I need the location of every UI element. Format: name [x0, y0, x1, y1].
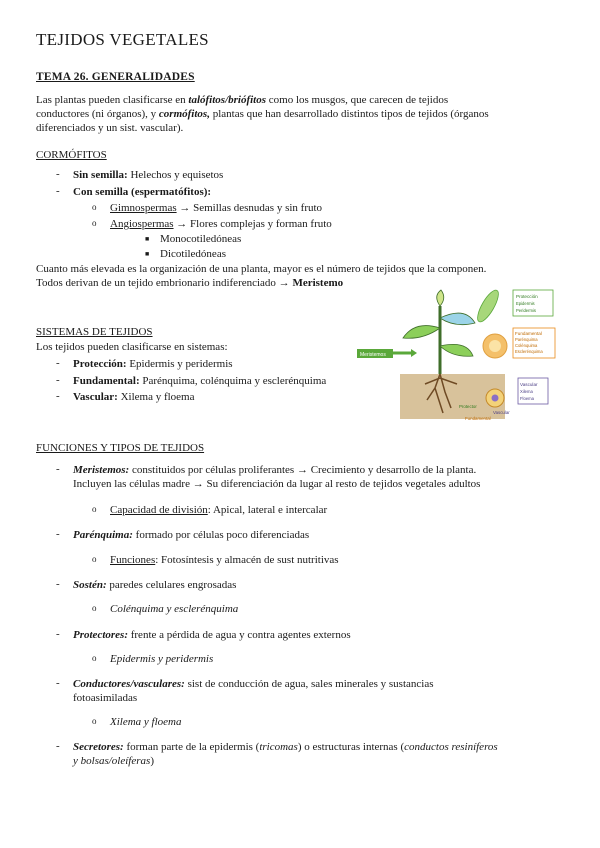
fundamental-tag: Fundamental [465, 416, 491, 421]
vascular-tag: Vascular [493, 410, 510, 415]
list-item: Secretores: forman parte de la epidermis (tricomas) o estructuras internas (conductos resiníferos y bolsas/oleíferas) [73, 741, 498, 767]
leaf [440, 344, 473, 356]
bullet-dash: - [56, 528, 60, 540]
plant-tissue-diagram [355, 288, 580, 425]
bullet-dash: - [56, 740, 60, 752]
parenquima-label: Parénquima [515, 337, 538, 342]
sistemas-intro: Los tejidos pueden clasificarse en sistemas: [36, 341, 228, 353]
xilema-label: Xilema [520, 389, 533, 394]
floema-label: Floema [520, 396, 534, 401]
bullet-circle: o [92, 504, 97, 514]
bullet-circle: o [92, 218, 97, 228]
leaf [440, 313, 475, 325]
list-item: Sostén: paredes celulares engrosadas [73, 579, 237, 591]
list-item: Fundamental: Parénquima, colénquima y esclerénquima [73, 375, 327, 387]
list-item: Gimnospermas → Semillas desnudas y sin fruto [110, 202, 323, 214]
leaf [403, 326, 440, 339]
bullet-dash: - [56, 578, 60, 590]
list-item: Vascular: Xilema y floema [73, 391, 195, 403]
bullet-square: ■ [145, 250, 150, 258]
apical-bud [437, 290, 444, 306]
list-item: Parénquima: formado por células poco diferenciadas [73, 529, 310, 541]
bullet-circle: o [92, 653, 97, 663]
list-item: Monocotiledóneas [160, 233, 242, 245]
section-heading: TEMA 26. GENERALIDADES [36, 71, 195, 83]
root-core [492, 395, 499, 402]
bullet-dash: - [56, 463, 60, 475]
bullet-circle: o [92, 554, 97, 564]
list-item: Epidermis y peridermis [110, 653, 214, 665]
arrow-head [411, 349, 417, 357]
list-item: Meristemos: constituidos por células proliferantes → Crecimiento y desarrollo de la planta. Incluyen las células madre → Su diferenciación da lugar al resto de tejidos vegetales adultos [73, 464, 481, 490]
fundamental-label: Fundamental [515, 331, 542, 336]
summary-paragraph: Cuanto más elevada es la organización de una planta, mayor es el número de tejidos que la componen. Todos derivan de un tejido embrionario indiferenciado → Meristemo [36, 263, 487, 289]
list-item: Funciones: Fotosíntesis y almacén de sust nutritivas [110, 554, 339, 566]
bullet-square: ■ [145, 235, 150, 243]
sistemas-heading: SISTEMAS DE TEJIDOS [36, 326, 153, 338]
esclerenquima-label: Esclerénquima [515, 349, 543, 354]
colenquima-label: Colénquima [515, 343, 538, 348]
protector-tag: Protector [459, 404, 477, 409]
bullet-circle: o [92, 716, 97, 726]
bullet-dash: - [56, 374, 60, 386]
intro-paragraph: Las plantas pueden clasificarse en talófitos/briófitos como los musgos, que carecen de tejidos conductores (ni órganos), y cormófitos, plantas que han desarrollado distintos tipos de tejidos (órganos diferenciados y un sist. vascular). [36, 94, 489, 134]
list-item: Colénquima y esclerénquima [110, 603, 239, 615]
stem-pith [489, 340, 501, 352]
protection-label: Protección [516, 294, 538, 299]
list-item: Angiospermas → Flores complejas y forman fruto [110, 218, 332, 230]
bullet-dash: - [56, 677, 60, 689]
list-item: Sin semilla: Helechos y equisetos [73, 169, 224, 181]
list-item: Con semilla (espermatófitos): [73, 186, 212, 198]
bullet-dash: - [56, 390, 60, 402]
bullet-dash: - [56, 168, 60, 180]
funciones-heading: FUNCIONES Y TIPOS DE TEJIDOS [36, 442, 205, 454]
list-item: Dicotiledóneas [160, 248, 226, 260]
bullet-circle: o [92, 603, 97, 613]
bullet-dash: - [56, 357, 60, 369]
cormofitos-heading: CORMÓFITOS [36, 149, 107, 161]
list-item: Protectores: frente a pérdida de agua y contra agentes externos [73, 629, 351, 641]
list-item: Capacidad de división: Apical, lateral e intercalar [110, 504, 328, 516]
leaf-section [474, 288, 502, 325]
bullet-circle: o [92, 202, 97, 212]
bullet-dash: - [56, 185, 60, 197]
page-title: TEJIDOS VEGETALES [36, 30, 209, 49]
vascular-label: Vascular [520, 382, 538, 387]
meristems-label: Meristemos [360, 352, 386, 358]
peridermis-label: Peridermis [516, 308, 537, 313]
list-item: Xilema y floema [110, 716, 182, 728]
bullet-dash: - [56, 628, 60, 640]
list-item: Protección: Epidermis y peridermis [73, 358, 233, 370]
epidermis-label: Epidermis [516, 301, 535, 306]
list-item: Conductores/vasculares: sist de conducción de agua, sales minerales y sustancias fotoasimiladas [73, 678, 434, 704]
